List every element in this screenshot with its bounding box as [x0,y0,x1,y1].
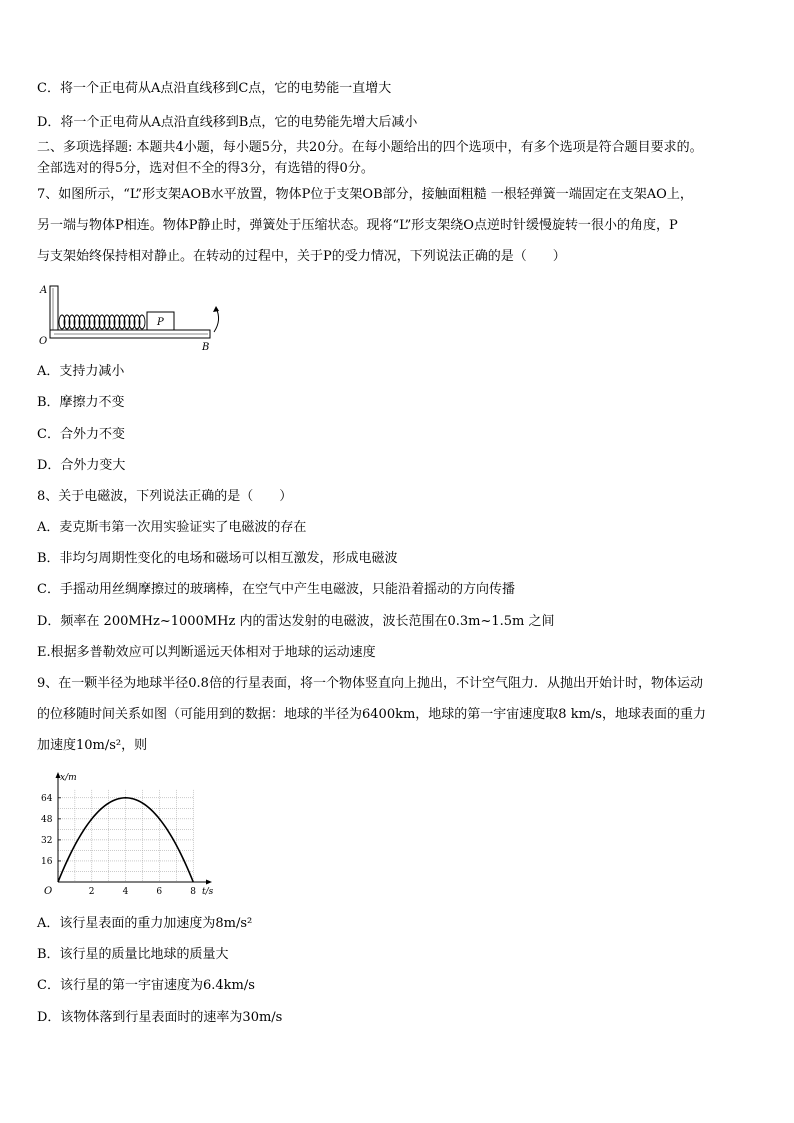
q8-option-c: C．手摇动用丝绸摩擦过的玻璃棒，在空气中产生电磁波，只能沿着摇动的方向传播 [37,582,515,597]
q6-option-d: D．将一个正电荷从A点沿直线移到B点，它的电势能先增大后减小 [37,115,418,130]
q9-stem-line3: 加速度10m/s²，则 [37,738,148,753]
label-a: A [40,285,48,296]
x-axis-label: t/s [202,887,214,897]
x-tick-label: 2 [88,887,95,897]
y-tick-label: 64 [41,793,53,804]
q8-option-b: B．非均匀周期性变化的电场和磁场可以相互激发，形成电磁波 [37,551,398,566]
q7-stem-line1: 7、如图所示，“L”形支架AOB水平放置，物体P位于支架OB部分，接触面粗糙 一根轻弹簧一端固定在支架AO上， [37,187,693,202]
y-axis-label: x/m [60,773,77,783]
section2-header-line2: 全部选对的得5分，选对但不全的得3分，有选错的得0分。 [37,161,374,176]
label-b: B [202,342,210,352]
q7-option-d: D．合外力变大 [37,458,126,473]
q9-option-a: A．该行星表面的重力加速度为8m/s² [37,916,253,931]
q9-stem-line1: 9、在一颗半径为地球半径0.8倍的行星表面，将一个物体竖直向上抛出，不计空气阻力．从抛出开始计时，物体运动 [37,676,703,691]
y-tick-label: 16 [41,856,53,867]
q8-option-d: D．频率在 200MHz~1000MHz 内的雷达发射的电磁波，波长范围在0.3m~1.5m 之间 [37,614,555,629]
q8-option-e: E.根据多普勒效应可以判断遥远天体相对于地球的运动速度 [37,645,376,660]
x-tick-label: 6 [156,887,163,897]
spring [59,315,145,329]
q9-option-d: D．该物体落到行星表面时的速率为30m/s [37,1010,283,1025]
q9-xt-chart [34,770,234,900]
q8-option-a: A．麦克斯韦第一次用实验证实了电磁波的存在 [37,520,307,535]
y-tick-label: 32 [41,835,53,846]
q7-option-b: B．摩擦力不变 [37,395,125,410]
x-axis-arrow-icon [206,880,212,885]
x-tick-label: 8 [190,887,196,897]
x-tick-label: 4 [122,887,129,897]
q7-stem-line3: 与支架始终保持相对静止。在转动的过程中，关于P的受力情况，下列说法正确的是（ ） [37,249,566,264]
q7-option-c: C．合外力不变 [37,427,125,442]
origin-label: O [44,886,53,897]
section2-header-line1: 二、多项选择题: 本题共4小题，每小题5分，共20分。在每小题给出的四个选项中，有多个选项是符合题目要求的。 [37,140,703,155]
q9-option-b: B．该行星的质量比地球的质量大 [37,947,229,962]
label-p: P [157,317,164,328]
q7-stem-line2: 另一端与物体P相连。物体P静止时，弹簧处于压缩状态。现将“L”形支架绕O点逆时针缓慢旋转一很小的角度，P [37,218,678,233]
y-tick-label: 48 [41,814,53,825]
q7-option-a: A．支持力减小 [37,364,125,379]
rotation-arrowhead-icon [213,306,219,312]
q6-option-c: C．将一个正电荷从A点沿直线移到C点，它的电势能一直增大 [37,81,392,96]
label-o: O [39,336,48,347]
q9-stem-line2: 的位移随时间关系如图（可能用到的数据：地球的半径为6400km，地球的第一宇宙速度取8 km/s，地球表面的重力 [37,707,706,722]
q8-stem: 8、关于电磁波，下列说法正确的是（ ） [37,489,293,504]
q9-option-c: C．该行星的第一宇宙速度为6.4km/s [37,978,255,993]
q7-l-bracket-figure [36,282,228,352]
